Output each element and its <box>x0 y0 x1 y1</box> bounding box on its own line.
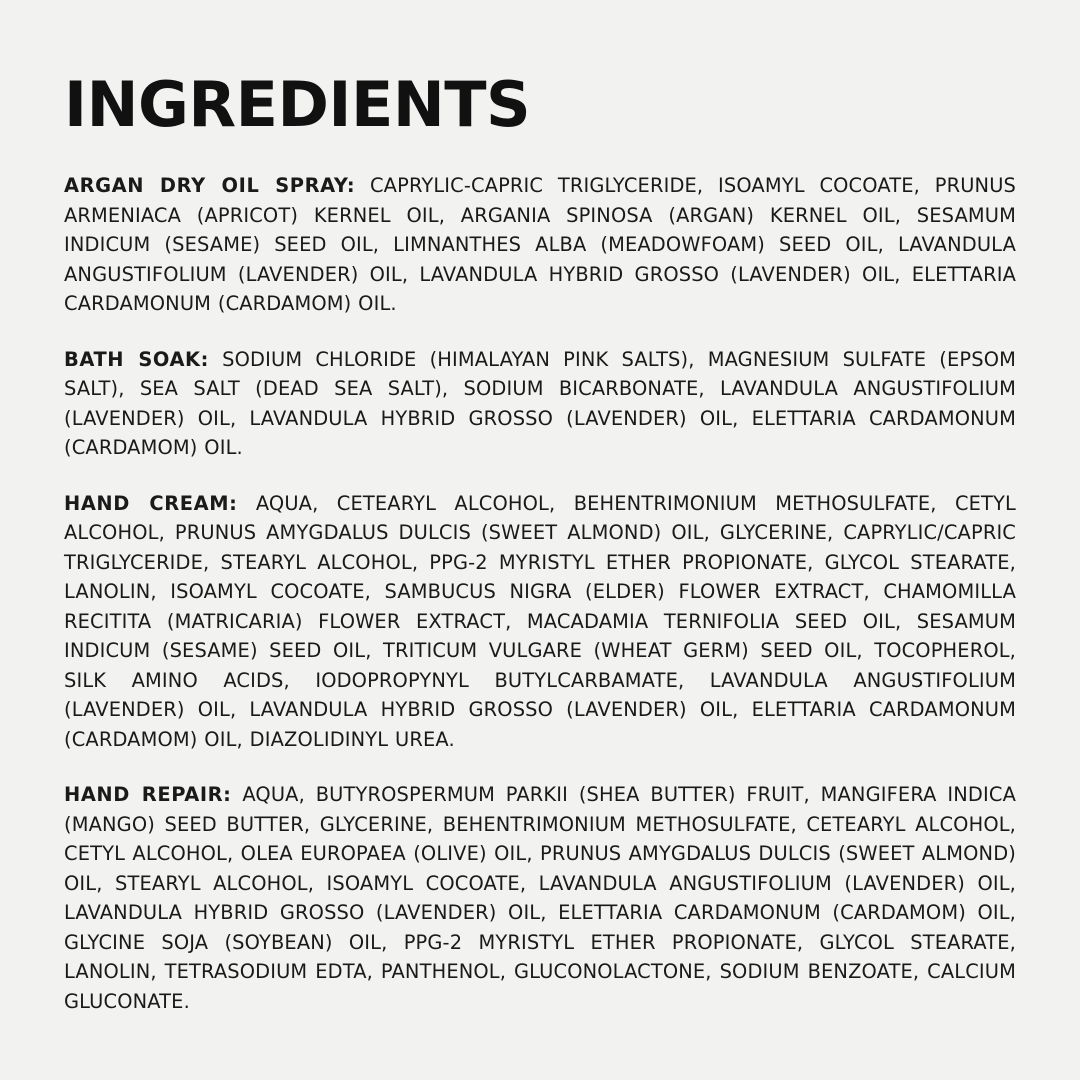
section-label: BATH SOAK: <box>64 347 210 371</box>
ingredient-section-hand-cream <box>64 489 1016 755</box>
ingredient-paragraph <box>64 780 1016 1016</box>
section-label: HAND CREAM: <box>64 491 238 515</box>
ingredient-section-hand-repair <box>64 780 1016 1016</box>
section-label: HAND REPAIR: <box>64 783 232 807</box>
section-body: CAPRYLIC-CAPRIC TRIGLYCERIDE, ISOAMYL COCOATE, PRUNUS ARMENIACA (APRICOT) KERNEL OIL, ARGANIA SPINOSA (ARGAN) KERNEL OIL, SESAMUM INDICUM (SESAME) SEED OIL, LIMNANTHES ALBA (MEADOWFOAM) SEED OIL, LAVANDULA ANGUSTIFOLIUM (LAVENDER) OIL, LAVANDULA HYBRID GROSSO (LAVENDER) OIL, ELETTARIA CARDAMONUM (CARDAMOM) OIL. <box>64 174 1016 316</box>
page-title: INGREDIENTS <box>64 68 531 141</box>
ingredient-paragraph <box>64 345 1016 463</box>
section-body: AQUA, BUTYROSPERMUM PARKII (SHEA BUTTER) FRUIT, MANGIFERA INDICA (MANGO) SEED BUTTER, GLYCERINE, BEHENTRIMONIUM METHOSULFATE, CETEARYL ALCOHOL, CETYL ALCOHOL, OLEA EUROPAEA (OLIVE) OIL, PRUNUS AMYGDALUS DULCIS (SWEET ALMOND) OIL, STEARYL ALCOHOL, ISOAMYL COCOATE, LAVANDULA ANGUSTIFOLIUM (LAVENDER) OIL, LAVANDULA HYBRID GROSSO (LAVENDER) OIL, ELETTARIA CARDAMONUM (CARDAMOM) OIL, GLYCINE SOJA (SOYBEAN) OIL, PPG-2 MYRISTYL ETHER PROPIONATE, GLYCOL STEARATE, LANOLIN, TETRASODIUM EDTA, PANTHENOL, GLUCONOLACTONE, SODIUM BENZOATE, CALCIUM GLUCONATE. <box>64 783 1016 1013</box>
section-body: SODIUM CHLORIDE (HIMALAYAN PINK SALTS), MAGNESIUM SULFATE (EPSOM SALT), SEA SALT (DEAD SEA SALT), SODIUM BICARBONATE, LAVANDULA ANGUSTIFOLIUM (LAVENDER) OIL, LAVANDULA HYBRID GROSSO (LAVENDER) OIL, ELETTARIA CARDAMONUM (CARDAMOM) OIL. <box>64 347 1016 460</box>
ingredient-paragraph <box>64 171 1016 319</box>
section-body: AQUA, CETEARYL ALCOHOL, BEHENTRIMONIUM METHOSULFATE, CETYL ALCOHOL, PRUNUS AMYGDALUS DULCIS (SWEET ALMOND) OIL, GLYCERINE, CAPRYLIC/CAPRIC TRIGLYCERIDE, STEARYL ALCOHOL, PPG-2 MYRISTYL ETHER PROPIONATE, GLYCOL STEARATE, LANOLIN, ISOAMYL COCOATE, SAMBUCUS NIGRA (ELDER) FLOWER EXTRACT, CHAMOMILLA RECITITA (MATRICARIA) FLOWER EXTRACT, MACADAMIA TERNIFOLIA SEED OIL, SESAMUM INDICUM (SESAME) SEED OIL, TRITICUM VULGARE (WHEAT GERM) SEED OIL, TOCOPHEROL, SILK AMINO ACIDS, IODOPROPYNYL BUTYLCARBAMATE, LAVANDULA ANGUSTIFOLIUM (LAVENDER) OIL, LAVANDULA HYBRID GROSSO (LAVENDER) OIL, ELETTARIA CARDAMONUM (CARDAMOM) OIL, DIAZOLIDINYL UREA. <box>64 491 1016 751</box>
section-label: ARGAN DRY OIL SPRAY: <box>64 174 356 198</box>
ingredient-paragraph <box>64 489 1016 755</box>
ingredient-section-bath-soak <box>64 345 1016 463</box>
ingredient-section-argan-dry-oil-spray <box>64 171 1016 319</box>
